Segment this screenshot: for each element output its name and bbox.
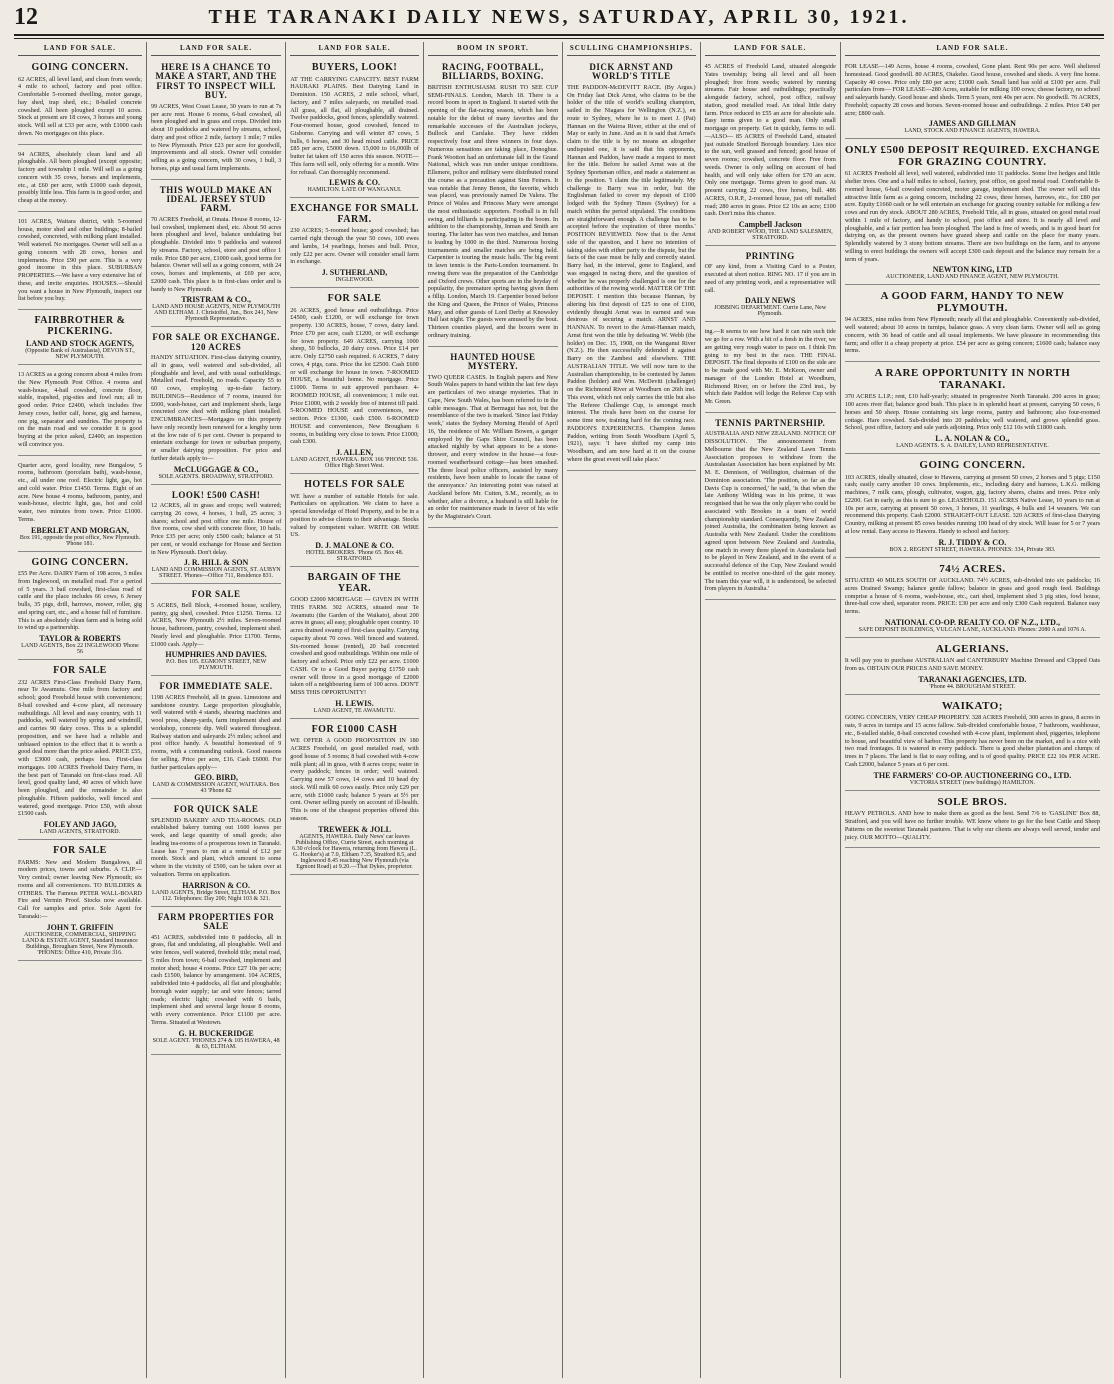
advertisement-block bbox=[567, 59, 696, 471]
advertisement-block bbox=[845, 640, 1100, 695]
block-body: 101 ACRES, Waitara district, with 5-roomed house, motor shed and other buildings; 8-bailed cowshed, concreted, with milking plant installed. Well watered. No mortgages. Owner will sell as a going concern with 28 cows, horses and implements. Price £90 per acre. This is a very good income in this place. SUBURBAN PROPERTIES.—We have a very extensive list of these, and invite enquiries. HOUSES.—Should you want a house in New Plymouth, inspect our list before you buy. bbox=[18, 217, 142, 303]
page-number: 12 bbox=[14, 4, 38, 30]
block-body: £55 Per Acre. DAIRY Farm of 198 acres, 3 miles from Inglewood, on metalled road. For a period of 5 years. 3 bail cowshed, first-class road of cattle and the place includes 66 cows, 6 Jersey bulls, 35 pigs, drill, harrows, mower, roller, gig and spring cart, etc., and a house full of furniture. This is an absolutely clean farm and is being sold to wind up a partnership. bbox=[18, 570, 142, 632]
column-header: SCULLING CHAMPIONSHIPS. bbox=[567, 42, 696, 56]
block-signature: TREWEEK & JOLL bbox=[318, 824, 391, 834]
advertisement-block bbox=[151, 586, 281, 676]
block-heading: RACING, FOOTBALL, BILLIARDS, BOXING. bbox=[442, 62, 544, 82]
block-signature: JOHN T. GRIFFIN bbox=[46, 922, 114, 932]
block-heading: SOLE BROS. bbox=[937, 795, 1008, 808]
advertisement-block bbox=[151, 329, 281, 484]
advertisement-block bbox=[151, 59, 281, 180]
block-body: 451 ACRES, subdivided into 8 paddocks, all in grass, flat and undulating, all ploughable. Well and wire fences, well watered, freehold title; metal road, 5 miles from town; 6-bail cowshed, implement and motor shed; house 4 rooms. Price £27 10s per acre; cash £1500, balance by arrangement. 104 ACRES, subdivided into 4 paddocks, all flat and ploughable; borough water supply; tar and wire fences; tarred roads; electric light; cowshed with 6 bails, implement shed and several large house 8 rooms, with every convenience. Price £1100 per acre. Terms. Situated at Westown. bbox=[150, 933, 282, 1026]
block-heading: DICK ARNST AND WORLD'S TITLE bbox=[589, 62, 674, 82]
block-body: HANDY SITUATION. First-class dairying country, all in grass, well watered and sub-divided, all ploughable and level, and with usual outbuildings. Metalled road. Freehold, no roads. Capacity 55 to 60 cows, employing up-to-date factory. BUILDINGS—Residence of 7 rooms, insured for £600, wash-house, cart and implement sheds, large concreted cow shed with milking plant installed. ENCUMBRANCES—Mortgages on this property have only recently been renewed for a lengthy term at the low rate of 6 per cent. Owner is prepared to entertain exchange for town or suburban property, or smaller dairying proposition. For price and further details apply to— bbox=[150, 354, 282, 462]
block-body: BRITISH ENTHUSIASM. RUSH TO SEE CUP SEMI-FINALS. London, March 18. There is a record boom in sport in England. It started with the opening of the flat-racing season, which has been notable for the debut of many favorites and the remarkable successes of the Australian jockeys, Bullock and Carslake. They have ridden respectively four and three winners in four days. Numerous sensations are taking place, Donoghue. Frank Wootton had an unfortunate fall in the Grand National, which was run under unique conditions. Ellsmere, police and military were distributed round the course as a precaution against Sinn Feiners. It was notable that Jenny Benon, the favorite, which was placed, was previously named De Valera. The Prince of Wales and Princess Mary were amongst the most enthusiastic supporters. Football is in full swing, and billiards is participating in the boom. In addition to the championship, Inman and Smith are touring. The latter has won two matches, and Inman is leading by 1000 in the third. Numerous boxing tournaments and smaller matches are being held. Carpentier is touring the music halls. The big event in lawn tennis is the Paris-London tournament. In rowing there was the preparation of the Cambridge and Oxford crews. Other sports are in the heyday of popularity, the premature spring having given them a fillip. London, March 19. Carpentier boxed before the King and Queen, the Prince of Wales, Princess Mary, and other guests of Lord Derby at Knowsley Hall last night. The guests were amused by the bout. Thirteen counties played, and the boxers were in ordinary training. bbox=[427, 83, 559, 339]
block-body: Quarter acre, good locality, new Bungalow, 5 rooms, bathroom (porcelain bath), wash-house, etc., all under one roof. Electric light, gas, hot and cold water. Price £1450. Terms. Eight of an acre. New house 4 rooms, bathroom, pantry, and wash-house, electric light, gas, hot and cold water, two minutes from town. Price £1000. Terms. bbox=[18, 461, 142, 523]
column-1 bbox=[14, 42, 147, 1378]
block-body: 1198 ACRES Freehold, all in grass. Limestone and sandstone country. Large proportion ploughable, well watered with 4 stands, shearing machines and wool press, sheep-yards, farm implement shed and workshop, concrete dip. Well watered throughout. Railway station and saleyards 2½ miles; school and post office handy. A beautiful homestead of 9 rooms, with a commanding outlook. Good reasons for selling. Price per acre, £16. Cash £6000. For further particulars apply— bbox=[150, 693, 282, 771]
block-body: ing.—It seems to see how hard it can rain such tide we go for a row. With a bit of a fresh in the river, we are getting very rough water to pace on. I think I'm going to my best in the race. THE FINAL DEPOSIT. The final deposits of £100 on the side are to be made good with Mr. E. McKeon, owner and manager of the London Hotel at Woodburn, Richmond River, on or before the 23rd inst., by which date Paddon will lodge the Referee Cup with Mr. Green. bbox=[704, 328, 836, 406]
advertisement-block bbox=[290, 569, 419, 719]
block-address: HOTEL BROKERS. 'Phone 65. Box 48. STRATFORD. bbox=[305, 550, 404, 562]
block-address: SOLE AGENTS. BROADWAY, STRATFORD. bbox=[158, 473, 274, 480]
block-address: JOBBING DEPARTMENT. Currie Lane, New Plymouth. bbox=[714, 305, 827, 318]
advertisement-block bbox=[18, 842, 142, 961]
block-body: 103 ACRES, ideally situated, close to Hawera, carrying at present 50 cows, 2 horses and 5 pigs; £150 cash; easily carry another 10 cows. Implements, etc., including dairy and harness, L.K.G. milking machines, 7 milk cans, plough, cultivator, wagon, gig, factory shares, chains and trees. Price only £2200. Get in early, as this is sure to go. LEASEHOLD. 151 ACRES Native Lease, 10 years to run at 10s per acre, carrying at present 50 cows, 3 horses, 11 yearlings, 4 bulls and 14 weaners. We can recommend this property. Cash £2000. STRAIGHT-OUT LEASE. 320 ACRES of first-class Dairying Country, milking at present 85 cows besides running 100 head of dry stock. Will lease for 5 or 7 years at low rental. Easy access to Hawera. Handy to school and factory. bbox=[844, 473, 1100, 535]
block-heading: HAUNTED HOUSE MYSTERY. bbox=[450, 351, 536, 372]
block-heading: BARGAIN OF THE YEAR. bbox=[307, 572, 402, 594]
block-body: FOR LEASE—149 Acres, house 4 rooms, cowshed, Gone plant. Rent 90s per acre. Well sheltered homestead. Good goodwill. 80 ACRES, Otakeho. Good house, cowshed and sheds. A very fine home. Capacity 40 cows. Price only £80 per acre; £1000 cash. Small land has sold at £100 per acre. Full particulars from— FOR LEASE—280 Acres, suitable for milking 100 cows; cheese factory, no school and saleyards handy. Good house and sheds. Term 5 years, rent 40s per acre. No goodwill. 76 ACRES, Freehold; capacity 28 cows and horses. Seven-roomed house and outbuildings. 2 miles. Price £40 per acre; £800 cash. bbox=[844, 63, 1100, 117]
column-7 bbox=[841, 42, 1104, 1378]
advertisement-block bbox=[845, 456, 1100, 558]
advertisement-block bbox=[845, 287, 1100, 362]
block-address: SOLE AGENT. 'PHONES 274 & 105 HAWERA, 48 & 63, ELTHAM. bbox=[152, 1037, 280, 1050]
advertisement-block bbox=[705, 415, 836, 600]
advertisement-block bbox=[428, 349, 558, 528]
block-body: 5 ACRES, Bell Block, 4-roomed house, scullery, pantry, gig shed, cowshed. Price £1250. Terms. 12 ACRES, New Plymouth 2½ miles. Seven-roomed house, bathroom, pantry, cowshed, implement shed. Nearly level and ploughable. Price £1700. Terms, £1000 cash. Apply— bbox=[150, 601, 282, 648]
block-heading: A GOOD FARM, HANDY TO NEW PLYMOUTH. bbox=[880, 290, 1065, 314]
block-address: LAND AGENTS, Box 22 INGLEWOOD 'Phone 56 bbox=[21, 643, 139, 655]
column-4 bbox=[424, 42, 563, 1378]
block-heading: BUYERS, LOOK! bbox=[311, 62, 398, 73]
block-address: P.O. Box 105. EGMONT STREET, NEW PLYMOUTH. bbox=[165, 659, 267, 672]
block-body: 94 ACRES, absolutely clean land and all ploughable. All been ploughed (except opposite; factory and township 1 mile. Will sell as a going concern with 35 cows, horses and implements, etc., at £60 per acre, with £1000 cash deposit, possibly little less. This farm is in good order, and cheap at the money. bbox=[18, 150, 142, 204]
block-body: GOING CONCERN, VERY CHEAP PROPERTY. 328 ACRES Freehold, 300 acres in grass, 8 acres in oats, 9 acres in turnips and 15 acres fallow. Sub-divided comfortable house, 7 bathroom, washhouse, etc., 8-stalled stable, 8-bail concreted cowshed with 4-cow plant, implement shed, piggeries, telephone to house, and beautiful view of harbor. This property has never been on the market, and is a nice with two road frontages. It is watered in every paddock. There is good shelter plantation and clumps of trees in 7 places. The land is flat to easy rolling, and is of good quality. PRICE £22 10s PER ACRE. Cash £2000, balance 5 years at 6 per cent. bbox=[844, 714, 1100, 768]
columns bbox=[14, 42, 1104, 1378]
block-signature: TARANAKI AGENCIES, LTD. bbox=[918, 674, 1027, 684]
block-heading: ONLY £500 DEPOSIT REQUIRED. EXCHANGE FOR GRAZING COUNTRY. bbox=[844, 144, 1100, 168]
block-heading: FOR SALE bbox=[53, 845, 107, 856]
advertisement-block bbox=[18, 662, 142, 840]
advertisement-block bbox=[18, 458, 142, 552]
advertisement-block bbox=[705, 248, 836, 322]
block-heading: GOING CONCERN. bbox=[31, 62, 129, 73]
block-body: WE have a number of suitable Hotels for sale. Particulars on application. We claim to have a special knowledge of Hotel Property, and to be in a position to advise clients to their advantage. Stocks valued by competent valuer. WRITE OR WIRE US. bbox=[290, 492, 419, 539]
block-body: 12 ACRES, all in grass and crops; well watered; carrying 26 cows, 4 horses, 1 bull, 25 acres; 3 shares; school and post office one mile. House of five rooms, cow shed with concrete floor, 10 bails. Price £35 per acre; only £500 cash; balance at 51 per cent, or would exchange for House and Section in New Plymouth. Don't delay. bbox=[150, 502, 282, 556]
block-signature: NEWTON KING, LTD bbox=[932, 265, 1013, 275]
block-body: FARMS: New and Modern Bungalows, all modern prices, towns and suburbs. A CLIP.—Very central; owner leaving New Plymouth; six rooms and all conveniences. TO BUILDERS & OTHERS. The Famous PETER WALL-BOARD Fire and Vermin Proof. Stocks now available. Call for samples and price. Sole Agent for Taranaki:— bbox=[18, 858, 142, 920]
block-signature: EBERLET AND MORGAN, bbox=[31, 525, 129, 535]
block-heading: HERE IS A CHANCE TO MAKE A START, AND THE FIRST TO INSPECT WILL BUY. bbox=[155, 62, 277, 101]
block-heading: THIS WOULD MAKE AN IDEAL JERSEY STUD FARM. bbox=[159, 184, 273, 214]
advertisement-block bbox=[845, 793, 1100, 849]
block-body: 45 ACRES of Freehold Land, situated alongside Yates township; being all level and all been ploughed; free from weeds; watered by running streams. Fair house and outbuildings; practically alongside factory, school, post office, railway station, good metalled road. An ideal little dairy farm. Price reduced to £55 an acre for absolute sale. Easy terms given to a good man. Only small mortgage on property. Get in quickly, farms to sell. —ALSO— 85 ACRES of Freehold Land, situated just outside Stratford Borough boundary. Lies nice to the sun, well grassed and fenced; good house of seven rooms; cowshed, concrete floor. Free from weeds. Owner is only selling on account of bad health, and will only take offers for £70 an acre. Only one mortgage. Terms given to good man. At present carrying 22 cows, five horses, bull. 486 ACRES, O.R.P., 2-roomed house, just off metalled road; 280 acres in grass. Price £2 10s an acre; £100 cash. Don't miss this chance. bbox=[704, 63, 836, 218]
advertisement-block bbox=[18, 554, 142, 661]
column-header: LAND FOR SALE. bbox=[151, 42, 281, 56]
advertisement-block bbox=[845, 364, 1100, 454]
advertisement-block bbox=[845, 141, 1100, 285]
block-signature: L. A. NOLAN & CO., bbox=[935, 434, 1010, 444]
block-signature: HARRISON & CO. bbox=[182, 880, 250, 890]
block-signature: NATIONAL CO-OP. REALTY CO. OF N.Z., LTD., bbox=[884, 617, 1060, 627]
block-body: 230 ACRES; 5-roomed house; good cowshed; has carried right through the year 50 cows, 100 ewes and lambs, 14 yearlings, horses and bull. Price, only £22 per acre. Owner will consider small farm in exchange. bbox=[290, 227, 419, 266]
block-signature: D. J. MALONE & CO. bbox=[315, 541, 394, 550]
block-signature: JAMES AND GILLMAN bbox=[928, 119, 1016, 129]
block-signature: HUMPHRIES AND DAVIES. bbox=[165, 650, 267, 660]
column-5 bbox=[563, 42, 701, 1378]
block-signature: J. SUTHERLAND, bbox=[321, 268, 388, 277]
block-body: 26 ACRES, good house and outbuildings. Price £4500, cash £1200, or will exchange for town property. 130 ACRES, house, 7 cows, dairy land. Price £70 per acre, cash £1200, or will exchange for town property. 649 ACRES, carrying 1000 sheep, 50 bullocks, 20 dairy cows. Price £14 per acre. Only £2750 cash required. 6 ACRES, 7 dairy cows, 4 pigs, cans. Price the lot £2500. Cash £600 or will exchange for house in town. 7-ROOMED HOUSE, a beautiful home. No mortgage. Price £1000. Terms to suit approved purchaser. 4-ROOMED HOUSE, all conveniences; 1 mile out. Price £1000, with 2 weekly free of interest till paid. 5-ROOMED HOUSE and conveniences, new section. Price £1300, cash £500. 6-ROOMED HOUSE and conveniences, New Brougham 6 rooms, in building very close to town. Price £1000; cash £300. bbox=[290, 306, 419, 446]
block-heading: FOR SALE bbox=[53, 665, 107, 676]
block-heading: LOOK! £500 CASH! bbox=[171, 489, 261, 500]
block-heading: GOING CONCERN. bbox=[919, 459, 1026, 472]
column-header: LAND FOR SALE. bbox=[845, 42, 1100, 56]
block-heading: FOR £1000 CASH bbox=[311, 723, 398, 735]
block-body: AUSTRALIA AND NEW ZEALAND. NOTICE OF DISSOLUTION. The announcement from Melbourne that the New Zealand Lawn Tennis Association proposes to withdraw from the Australasian Association has been explained by Mr. M. E. Dennison, of Wellington, chairman of the Dominion association. 'The position, so far as the Davis Cup is concerned,' he said, 'is that when the late Anthony Wilding was in his prime, it was recognised that he was the only player who could be associated with Brookes in a team of world championship standard. Consequently, New Zealand joined Australia, the combination being known as Australia with New Zealand. Under the conditions agreed upon between New Zealand and Australia, one match in every three played in Australasia had to be played in New Zealand, and in the event of a successful defence of the Cup, New Zealand would be entitled to receive one-third of the gate money. The team this year will, it is understood, be selected from players in Australia.' bbox=[704, 430, 836, 593]
block-body: 70 ACRES Freehold, at Omata. House 8 rooms, 12-bail cowshed, implement shed, etc. About 50 acres been ploughed and level, balance undulating but ploughable. Divided into 9 paddocks and watered by streams. Factory, school, store and post office 1 mile. Price £80 per acre, £1000 cash, good terms for balance. Owner will sell as a going concern, with 24 cows, horses and implements, at £69 per acre, £2000 cash. This place is in first-class order and is handy to New Plymouth. bbox=[150, 215, 282, 293]
block-body: WE OFFER A GOOD PROPOSITION IN 180 ACRES Freehold, on good metalled road, with good house of 5 rooms; 8 bail cowshed with 4-cow milk plant; all in grass, with 8 acres crops; water in every paddock; fences in order; well watered. Carrying now 57 cows, 14 cows and 10 head dry stock. Will milk 60 cows easily. Price only £29 per acre, with £1000 cash; balance 5 years at 5½ per cent. Owner selling purely on account of ill-health. This is one of the cheapest properties offered this season. bbox=[290, 737, 419, 822]
block-heading: FOR QUICK SALE bbox=[173, 804, 259, 815]
advertisement-block bbox=[428, 59, 558, 347]
masthead bbox=[14, 0, 1104, 40]
block-heading: FAIRBROTHER & PICKERING. bbox=[34, 315, 126, 337]
block-heading: PRINTING bbox=[745, 251, 795, 261]
advertisement-block bbox=[845, 560, 1100, 638]
block-heading: EXCHANGE FOR SMALL FARM. bbox=[290, 203, 419, 225]
block-signature: LEWIS & CO. bbox=[329, 178, 380, 188]
advertisement-block bbox=[290, 290, 419, 474]
block-body: AT THE CARRYING CAPACITY. BEST FARM HAURAKI PLAINS. Best Dairying Land in Dominion. 150 ACRES, 2 mile school, wharf, factory, and 7 miles saleyards, on metalled road. All grass, all flat, all ploughable, all drained. Twelve paddocks, good fences, splendidly watered. Four-roomed house, good cowshed, fenced to Gisborne. Carrying and will winter 87 cows, 5 bulls, 6 horses, and 30 head mixed cattle. PRICE £85 per acre, £5000 down. 15,000 to 16,000lb of butter fat taken off 150 acres this season. NOTE—This farm will sell, only offering for a month. Wire for refusal. Can thoroughly recommend. bbox=[290, 75, 419, 176]
block-heading: HOTELS FOR SALE bbox=[304, 479, 405, 490]
block-body: TWO QUEER CASES. In English papers and New South Wales papers to hand within the last few days are particulars of two strange mysteries. That in Cape, New South Wales, has been referred to in the cable messages. That at Bermagui has not, but the resemblance of the two is marked. 'Since last Friday week,' states the Sydney Morning Herald of April 16, 'the residence of Mr. William Bowen, a ganger employed by the Gaps Shire Council, has been attacked nightly by what appears to be a stone-thrower, and every window in the house—a four-roomed weatherboard cottage—has been smashed. The three local police officers, assisted by many residents, have been unable to locate the cause of the annoyance.' An interesting point was raised at Auckland before Mr. Cutten, S.M., recently, as to whether, after a divorce, a husband is still liable for an order for maintenance made in favor of his wife by the Magistrate's Court. bbox=[427, 373, 559, 520]
block-signature: DAILY NEWS bbox=[745, 296, 796, 306]
block-address: LAND AGENT, HAWERA. BOX 166 'PHONE 536. Office High Street West. bbox=[290, 457, 419, 469]
advertisement-block bbox=[705, 59, 836, 246]
block-signature: G. H. BUCKERIDGE bbox=[178, 1028, 254, 1038]
block-address: INGLEWOOD. bbox=[335, 277, 374, 283]
block-signature: J. R. HILL & SON bbox=[183, 558, 249, 568]
masthead-rule bbox=[14, 34, 1104, 39]
block-heading: FARM PROPERTIES FOR SALE bbox=[157, 911, 275, 932]
column-2 bbox=[147, 42, 286, 1378]
advertisement-block bbox=[151, 487, 281, 585]
block-address: LAND AGENT, TE AWAMUTU. bbox=[313, 707, 396, 714]
block-address: LAND & COMMISSION AGENT, WAITARA. Box 43 'Phone 82 bbox=[152, 782, 280, 795]
block-heading: GOING CONCERN. bbox=[31, 556, 129, 568]
advertisement-block bbox=[845, 697, 1100, 791]
column-header: LAND FOR SALE. bbox=[18, 42, 142, 56]
advertisement-block bbox=[151, 801, 281, 906]
advertisement-block bbox=[18, 214, 142, 310]
block-address: Box 191, opposite the post office, New Plymouth. 'Phone 181. bbox=[19, 534, 141, 547]
block-body: 99 ACRES, West Coast Lease, 30 years to run at 7s per acre rent. House 6 rooms, 6-bail cowshed, all been ploughed and in grass and crops. Divided into about 10 paddocks and watered by streams, school, dairy and post office 2 mile, factory 1 mile; 7 miles to New Plymouth. Price £23 per acre for goodwill, improvements and all stock. Owner will consider selling as a going concern, with 30 cows, 1 bull, 3 horses, pigs and usual farm implements. bbox=[150, 102, 282, 172]
block-address: 'Phone 44. BROUGHAM STREET. bbox=[929, 683, 1016, 690]
block-heading: A RARE OPPORTUNITY IN NORTH TARANAKI. bbox=[874, 367, 1071, 391]
block-signature: R. J. TIDDY & CO. bbox=[938, 537, 1007, 547]
advertisement-block bbox=[151, 182, 281, 328]
block-signature: Campbell Jackson bbox=[738, 220, 802, 229]
block-signature: McCLUGGAGE & CO., bbox=[173, 464, 259, 474]
block-signature: H. LEWIS. bbox=[335, 698, 374, 708]
block-address: LAND AND COMMISSION AGENTS, ST. AUBYN STREET. 'Phones—Office 711, Residence 831. bbox=[151, 567, 281, 580]
block-signature: TRISTRAM & CO., bbox=[181, 295, 251, 305]
advertisement-block bbox=[18, 147, 142, 212]
block-address: LAND AGENTS. S. A. DAILEY, LAND REPRESENTATIVE. bbox=[896, 443, 1049, 450]
column-3 bbox=[286, 42, 424, 1378]
block-address: AND ROBERT WOOD, THE LAND SALESMEN, STRATFORD. bbox=[707, 229, 833, 241]
advertisement-block bbox=[151, 909, 281, 1055]
block-body: 61 ACRES Freehold all level, well watered, subdivided into 11 paddocks. Some live hedges and little shelter trees. One and a half miles to school, factory, post office, on good metal road. Comfortable 8-roomed house, 6-bail cowshed concreted, motor garage, implement shed. The owner will sell this attractive little farm as a going concern, including 22 cows, three horses, harrows, etc., for £80 per acre. Equity £1660 cash or he will entertain an exchange for grazing country suitable for milking a few cows and run dry stock. ABOUT 280 ACRES, Freehold Title, all in grass, situated on good metal road within 1 mile of factory, and handy to school, post office and store. It is nearly all level and ploughable, and a fair portion has been ploughed. The land is free of weeds, and is in good heart for dairying on, as the present owners have grazed sheep and cattle on the place for many years. Splendidly watered by 3 stony bottom streams. There are two buildings on the farm, and to anyone willing to erect buildings the owners will accept £300 cash deposit and the balance may remain for a term of years. bbox=[844, 170, 1100, 263]
block-body: 232 ACRES First-Class Freehold Dairy Farm, near Te Awamutu. One mile from factory and school; good Freehold house with conveniences; 8-bail cowshed and 4-cow plant, all necessary outbuildings. All level and easy country, with 11 paddocks, well watered by spring and windmill, and carries 90 dairy cows. This is a splendid proposition, and we have had a reliable and unbiased opinion to the effect that it is worth a good deal more than the price asked. PRICE £55, with £3000 cash, perhaps less. First-class mortgages. 100 ACRES Freehold Dairy Farm, in the best part of Taranaki on first-class road. All level, good quality land, 40 acres of which have been ploughed, and the remainder is also ploughable. Fifteen paddocks, well fenced and watered, good mortgage. Price £50, with about £1500 cash. bbox=[18, 678, 142, 818]
block-signature: TAYLOR & ROBERTS bbox=[39, 634, 121, 643]
advertisement-block bbox=[290, 721, 419, 875]
advertisement-block bbox=[151, 678, 281, 799]
block-body: HEAVY PETROLS. AND how to make them as good as the best. Send 7/6 to 'GASLINE' Box 88, Stratford, and you will have no further trouble. WE know where to go for the best Cattle and Sheep Patterns on the sweetest Taranaki pastures. That is why our clients are always well served, tender and juicy. OUR MOTTO—QUALITY. bbox=[844, 810, 1100, 841]
advertisement-block bbox=[290, 59, 419, 198]
advertisement-block bbox=[18, 312, 142, 365]
block-body: 94 ACRES, nine miles from New Plymouth; nearly all flat and ploughable. Conveniently sub-divided, well watered; about 10 acres in turnips, balance grass. A very clean farm. Owner will sell as going concern, with 36 head of cattle and all usual implements. We have pleasure in recommending this farm; and offer it a cheap property at price. £54 per acre as going concern; £1600 cash; balance easy terms. bbox=[844, 316, 1100, 355]
block-address: AUCTIONEER, COMMERCIAL, SHIPPING LAND & ESTATE AGENT, Standard Insurance Buildings, Brougham Street, New Plymouth. 'PHONES: Office 410, Private 316. bbox=[22, 931, 138, 956]
newspaper-title: THE TARANAKI DAILY NEWS, SATURDAY, APRIL 30, 1921. bbox=[208, 6, 910, 28]
column-header: BOOM IN SPORT. bbox=[428, 42, 558, 56]
advertisement-block bbox=[290, 200, 419, 288]
block-body: 62 ACRES, all level land, and clean from weeds; 4 mile to school, factory and post office. Comfortable 5-roomed dwelling, motor garage, hay shed, trap shed, etc.; 8-bailed concrete cowshed. All been ploughed except 10 acres. Stock at present are 18 cows, 3 horses and young stock. Will sell at £33 per acre, with £1000 cash down. No mortgages on this place. bbox=[18, 75, 142, 137]
block-address: HAMILTON. LATE OF WANGANUI. bbox=[307, 187, 402, 194]
advertisement-block bbox=[845, 59, 1100, 139]
block-address: LAND AND HOUSE AGENTS, NEW PLYMOUTH AND ELTHAM. J. Christoffel, Jun., Box 241, New Plymouth Representative. bbox=[152, 304, 281, 323]
block-body: It will pay you to purchase AUSTRALIAN and CANTERBURY Machine Dressed and Clipped Oats from us. OBTAIN OUR PRICES AND SAVE MONEY. bbox=[844, 657, 1100, 673]
advertisement-block bbox=[18, 59, 142, 145]
block-address: AUCTIONEER, LAND AND FINANCE AGENT, NEW PLYMOUTH. bbox=[885, 274, 1059, 281]
column-header: LAND FOR SALE. bbox=[290, 42, 419, 56]
block-heading: FOR SALE bbox=[191, 589, 241, 600]
block-heading: 74½ ACRES. bbox=[939, 562, 1006, 575]
block-body: 370 ACRES L.I.P.; rent, £10 half-yearly; situated in progressive North Taranaki. 200 acres in grass; 100 acres river flat; balance good bush. This place is in splendid heart at present, carrying 50 cows, 6 horses and 50 sheep. House containing six large rooms, pantry and bathroom; also four-roomed cottage. Hare cowshed. Sub-divided into 20 paddocks; well watered, and grows splendid grass. School, post office, factory and sale yards adjoining. Price only £12 10s with £1800 cash. bbox=[844, 393, 1100, 432]
advertisement-block bbox=[705, 324, 836, 413]
advertisement-block bbox=[18, 367, 142, 456]
block-body: GOOD £2000 MORTGAGE — GIVEN IN WITH THIS FARM. 302 ACRES, situated near Te Awamutu (the Garden of the Waikato), about 200 acres in grass; all easy, ploughable open country. 10 acres drained swamp of first-class quality. Carrying capacity about 70 cows. Well fenced and watered. Six-roomed house (rented), 20 bail concreted cowshed and good outbuildings. Within one mile of factory and school. Price only £22 per acre. £1000 CASH. Or to a Good Buyer paying £1750 cash owner will throw in a good mortgage of £2000 taken off a neighbouring farm of 100 acres. DON'T MISS THIS OPPORTUNITY! bbox=[290, 596, 419, 696]
block-heading: ALGERIANS. bbox=[935, 642, 1009, 655]
block-heading: FOR SALE bbox=[327, 293, 382, 304]
column-6 bbox=[701, 42, 841, 1378]
block-address: (Opposite Bank of Australasia), DEVON ST., NEW PLYMOUTH. bbox=[25, 348, 135, 360]
block-signature: LAND AND STOCK AGENTS, bbox=[26, 339, 134, 348]
block-signature: THE FARMERS' CO-OP. AUCTIONEERING CO., LTD. bbox=[873, 770, 1072, 780]
block-body: THE PADDON-McDEVITT RACE. (By Argus.) On Friday last Dick Arnst, who claims to be the holder of the title of world's sculling champion, sailed in the Niagara for Wellington (N.Z.), en route to Sydney, where he is to meet J. (Pat) Hannan on the Wairoa River, either at the end of May or early in June. And as it is said that Arnst's claim to the title is by no means an altogether undisputed one, it is said that his opponents, Hannan and Paddon, have made a request to meet for the title. Before he sailed Arnst was at the Sydney Sportsman office, and made a statement as to the position. 'I claim the title legitimately. My challenge to Barry was in order, but the Englishman failed to cover my deposit of £100 lodged with the Sydney Times (Sydney) for a match within the period stipulated. The conditions are straightforward enough. A challenge has to be accepted before the expiration of three months.' POSITION REVIEWED. Now that is the Arnst side of the question, and I have no intention of taking sides with either party to the dispute, but the facts of the case must be fully and correctly stated. Barry had, in the interval, gone to England, and was engaged in racing there, and the question of whether he was properly challenged is one for the authorities of the rowing world. MATTER OF THE DEPOSIT. I mention this because Hannan, by altering his first deposit of £25 to one of £100, evidently thought Arnst was in earnest and was desirous of securing a match. ARNST AND HANNAN. To revert to the Arnst-Hannan match, Arnst first won the title by defeating W. Webb (the holder) on Dec. 15, 1908, on the Wanganui River (N.Z.). He then successfully defended it against Barry on the Zambesi and elsewhere. THE AUSTRALIAN TITLE. We will now turn to the Australian championship, to be contested by James Paddon (holder) and Wm. McDevitt (challenger) on the Richmond River at Woodburn on 26th inst. This event, which not only carries the title but also The Referee Challenge Cup, is amongst much interest. The rivals have been on the course for some time now, training hard for the coming race. PADDON'S EXPERIENCES. Champion James Paddon, writing from South Woodburn (April 5, 1921), says: 'I have shifted my camp into Woodburn, and am now hard at it on the course where the great event will take place.' bbox=[567, 83, 696, 463]
block-body: OF any kind, from a Visiting Card to a Poster, executed at short notice. RING NO. 17 if you are in need of any printing work, and a representative will call. bbox=[704, 263, 836, 294]
block-heading: FOR SALE OR EXCHANGE. 120 ACRES bbox=[152, 332, 280, 352]
block-address: LAND AGENTS, Bridge Street, ELTHAM. P.O. Box 112. Telephones: Day 200; Night 103 & 321. bbox=[151, 889, 281, 902]
block-heading: FOR IMMEDIATE SALE. bbox=[159, 681, 273, 692]
block-signature: FOLEY AND JAGO, bbox=[43, 820, 117, 829]
block-address: BOX 2. REGENT STREET, HAWERA. PHONES: 334, Private 383. bbox=[889, 546, 1056, 553]
block-address: LAND, STOCK AND FINANCE AGENTS, HAWERA. bbox=[904, 128, 1041, 135]
block-body: 13 ACRES as a going concern about 4 miles from the New Plymouth Post Office. 4 rooms and wash-house, 4-bail cowshed, concrete floor, stable, trapshed, pig-sties and fowl run; all in good order. Price £2400, which includes five Jersey cows, heifer calf, horse, gig and harness, one pig, separator and sundries. The property is on the main road and we consider it is good buying at the price asked, £2400; an inspection will convince you. bbox=[18, 371, 142, 448]
block-body: SITUATED 40 MILES SOUTH OF AUCKLAND. 74½ ACRES, sub-divided into six paddocks; 16 acres Drained Swamp; balance gentle fallow; balance in grass and good rough feed. Buildings comprise a house of 6 rooms, wash-house, etc., cart shed, implement shed 3 pig sties, fowl house, three-bail cow shed, separator room. PRICE: £30 per acre and only £300 Cash required. Balance easy terms. bbox=[844, 577, 1100, 616]
block-heading: WAIKATO; bbox=[941, 699, 1003, 712]
block-body: SPLENDID BAKERY AND TEA-ROOMS. OLD established bakery turning out 1600 loaves per week, and large quantity of small goods; also leading tea-rooms of a prosperous town in Taranaki. Lease has 7 years to run at a rental of £12 per month. Stock and plant, which amount to some where in the vicinity of £500, can be taken over at valuation. Terms on application. bbox=[150, 816, 282, 878]
block-signature: J. ALLEN, bbox=[335, 448, 374, 457]
block-signature: GEO. BIRD, bbox=[194, 773, 238, 783]
block-address: AGENTS, HAWERA. Daily News' car leaves Publishing Office, Currie Street, each morning at 6.30 o'clock for Hawera, returning from Hawera (L. G. Hooker's) at 7.0, Eltham 7.35, Stratford 8.5, and Inglewood 8.45 reaching New Plymouth (via Egmont Road) at 9.20.—That Dykes, proprietor. bbox=[292, 833, 417, 870]
block-address: VICTORIA STREET (new buildings) HAMILTON. bbox=[909, 779, 1036, 786]
column-header: LAND FOR SALE. bbox=[705, 42, 836, 56]
block-heading: TENNIS PARTNERSHIP. bbox=[715, 417, 826, 428]
block-address: SAFE DEPOSIT BUILDINGS, VULCAN LANE, AUCKLAND. Phones: 2080 A and 1076 A. bbox=[858, 626, 1087, 633]
block-address: LAND AGENTS, STRATFORD. bbox=[39, 829, 121, 835]
advertisement-block bbox=[290, 476, 419, 567]
